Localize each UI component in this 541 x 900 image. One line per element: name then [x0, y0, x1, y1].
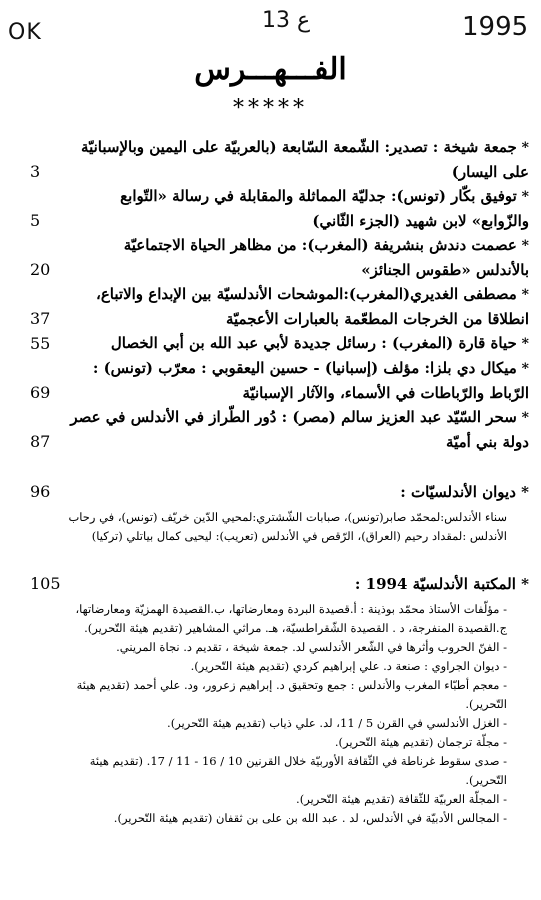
library-item: - معجم أطبّاء المغرب والأندلس : جمع وتحقيق د. إبراهيم زعرور، ود. علي أحمد (تقديم هيئة التّحرير).	[76, 678, 507, 711]
toc-entry-page: 69	[30, 383, 51, 402]
toc-entry-page: 55	[30, 334, 51, 353]
library-heading-text: المكتبة الأندلسيّة 1994 :	[354, 575, 516, 593]
handwritten-note-left: OK	[8, 20, 42, 45]
library-item: - المجلّة العربيّة للثّقافة (تقديم هيئة التّحرير).	[296, 792, 507, 806]
diwan-body: سناء الأندلس:لمحمّد صابر(تونس)، صبابات الشّشتري:لمحيي الدّين خريّف (تونس)، في رحاب الأندلس :لمقداد رحيم (العراق)، الرّقص في الأندلس (تعريب): ليحيى كمال بياتلي (تركيا)	[68, 510, 507, 543]
library-item: - الغزل الأندلسي في القرن 5 / 11، لد. علي ذياب (تقديم هيئة التّحرير).	[167, 716, 507, 730]
toc-entry-page: 87	[30, 432, 51, 451]
toc-entry: * سحر السّيّد عبد العزيز سالم (مصر) : دُور الطّراز في الأندلس في عصر دولة بني أميّة 87	[30, 405, 529, 454]
toc-entry: * عصمت دندش بنشريفة (المغرب): من مظاهر الحياة الاجتماعيّة بالأندلس «طقوس الجنائز» 20	[30, 233, 529, 282]
toc-entry-text: حياة قارة (المغرب) : رسائل جديدة لأبي عبد الله بن أبي الخصال	[110, 334, 517, 352]
toc-entry-text: توفيق بكّار (تونس): جدليّة المماثلة والمقابلة في رسالة «التّوابع والزّوابع» لابن شهيد (الجزء الثّاني)	[120, 187, 529, 230]
handwritten-year: 1995	[462, 12, 529, 42]
toc-entry: * مصطفى الغديري(المغرب):الموشحات الأندلسيّة بين الإبداع والاتباع، انطلاقا من الخرجات المطعّمة بالعبارات الأعجميّة 37	[30, 282, 529, 331]
toc-entry-text: مصطفى الغديري(المغرب):الموشحات الأندلسيّة بين الإبداع والاتباع، انطلاقا من الخرجات المطعّمة بالعبارات الأعجميّة	[96, 285, 529, 328]
library-item: - المجالس الأدبيّة في الأندلس، لد . عبد الله بن على بن ثقفان (تقديم هيئة التّحرير).	[113, 811, 507, 825]
diwan-section-heading: * ديوان الأندلسيّات : 96	[30, 480, 529, 504]
toc-entry-page: 5	[30, 211, 41, 230]
diwan-page: 96	[30, 482, 51, 501]
toc-entry-page: 37	[30, 309, 51, 328]
library-items	[30, 600, 529, 828]
diwan-heading-text: ديوان الأندلسيّات :	[400, 483, 516, 501]
page-title: الفـــهـــرس	[194, 52, 347, 87]
toc-entry-text: سحر السّيّد عبد العزيز سالم (مصر) : دُور الطّراز في الأندلس في عصر دولة بني أميّة	[70, 408, 529, 451]
library-item: - مجلّة ترجمان (تقديم هيئة التّحرير).	[334, 735, 507, 749]
toc-entry: * حياة قارة (المغرب) : رسائل جديدة لأبي عبد الله بن أبي الخصال 55	[30, 331, 529, 356]
toc-entry-text: جمعة شيخة : تصدير: الشّمعة السّابعة (بالعربيّة على اليمين وبالإسبانيّة على اليسار)	[81, 138, 529, 181]
library-item: - الفنّ الحروب وأثرها في الشّعر الأندلسي لد. جمعة شيخة ، تقديم د. نجاة المريني.	[116, 640, 507, 654]
toc-entry-page: 3	[30, 162, 41, 181]
toc-entry-page: 20	[30, 260, 51, 279]
stars-divider: *****	[233, 96, 308, 121]
library-section-heading: * المكتبة الأندلسيّة 1994 : 105	[30, 572, 529, 596]
toc-entry: * ميكال دي بلزا: مؤلف (إسبانيا) - حسين اليعقوبي : معرّب (تونس) : الرّباط والرّباطات في الأسماء، والآثار الإسبانيّة 69	[30, 356, 529, 405]
library-page: 105	[30, 574, 61, 593]
toc-entry-text: عصمت دندش بنشريفة (المغرب): من مظاهر الحياة الاجتماعيّة بالأندلس «طقوس الجنائز»	[123, 236, 529, 279]
table-of-contents	[30, 135, 529, 828]
toc-entry: * توفيق بكّار (تونس): جدليّة المماثلة والمقابلة في رسالة «التّوابع والزّوابع» لابن شهيد (الجزء الثّاني) 5	[30, 184, 529, 233]
library-item: - صدى سقوط غرناطة في الثّقافة الأوربيّة خلال القرنين 10 / 16 - 11 / 17. (تقديم هيئة التّحرير).	[89, 754, 507, 787]
library-item: - ديوان الجراوي : صنعة د. علي إبراهيم كردي (تقديم هيئة التّحرير).	[190, 659, 507, 673]
handwritten-issue-number: ع 13	[262, 8, 311, 33]
library-item: - مؤلّفات الأستاذ محمّد بوذينة : أ.قصيدة البردة ومعارضاتها، ب.القصيدة الهمزيّة ومعارضاتها، ج.القصيدة المنفرجة، د . القصيدة الشّقراطسيّة، هـ. مراثي المشاهير (تقديم هيئة التّحرير).	[75, 602, 507, 635]
toc-entry-text: ميكال دي بلزا: مؤلف (إسبانيا) - حسين اليعقوبي : معرّب (تونس) : الرّباط والرّباطات في الأسماء، والآثار الإسبانيّة	[92, 359, 529, 402]
toc-entry: * جمعة شيخة : تصدير: الشّمعة السّابعة (بالعربيّة على اليمين وبالإسبانيّة على اليسار) 3	[30, 135, 529, 184]
